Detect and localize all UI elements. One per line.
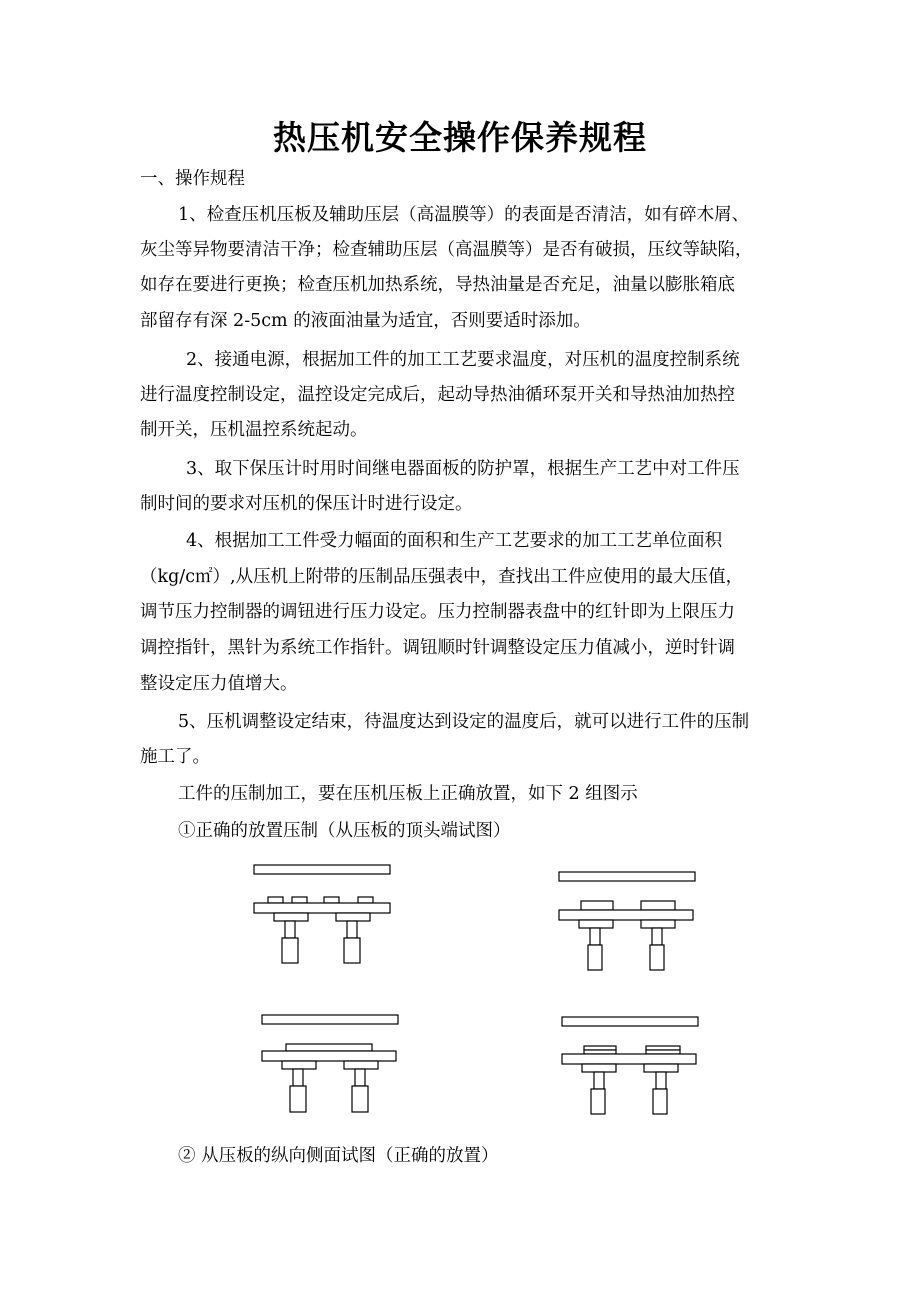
press-diagram-1 [240,858,410,970]
para4-line-3: 调节压力控制器的调钮进行压力设定。压力控制器表盘中的红针即为上限压力 [140,602,735,622]
para1-line-2: 灰尘等异物要清洁干净；检查辅助压层（高温膜等）是否有破损，压纹等缺陷， [140,240,753,260]
page-title: 热压机安全操作保养规程 [273,118,647,157]
para5-line-1: 5、压机调整设定结束，待温度达到设定的温度后，就可以进行工件的压制 [178,712,750,732]
para4-line-2: （kg/c㎡）,从压机上附带的压制品压强表中，查找出工件应使用的最大压值， [140,567,744,587]
para4-line-4: 调控指针，黑针为系统工作指针。调钮顺时针调整设定压力值减小，逆时针调 [140,638,735,658]
para3-line-2: 制时间的要求对压机的保压计时进行设定。 [140,494,473,514]
para1-line-4: 部留存有深 2-5cm 的液面油量为适宜，否则要适时添加。 [140,311,591,331]
press-diagram-4 [548,1010,718,1116]
figure-caption-1: ①正确的放置压制（从压板的顶头端试图） [178,821,511,841]
figure-caption-2: ② 从压板的纵向侧面试图（正确的放置） [178,1146,499,1166]
para2-line-2: 进行温度控制设定，温控设定完成后，起动导热油循环泵开关和导热油加热控 [140,385,735,405]
para1-line-3: 如存在要进行更换；检查压机加热系统，导热油量是否充足，油量以膨胀箱底 [140,275,735,295]
section-heading: 一、操作规程 [140,169,245,189]
para1-line-1: 1、检查压机压板及辅助压层（高温膜等）的表面是否清洁，如有碎木屑、 [178,205,750,225]
para4-line-5: 整设定压力值增大。 [140,674,298,694]
para2-line-1: 2、接通电源，根据加工件的加工工艺要求温度，对压机的温度控制系统 [186,350,740,370]
para5-line-2: 施工了。 [140,747,210,767]
placement-intro: 工件的压制加工，要在压机压板上正确放置，如下 2 组图示 [178,784,638,804]
para4-line-1: 4、根据加工工件受力幅面的面积和生产工艺要求的加工工艺单位面积 [186,531,723,551]
press-diagram-2 [545,866,715,972]
para2-line-3: 制开关，压机温控系统起动。 [140,420,368,440]
para3-line-1: 3、取下保压计时用时间继电器面板的防护罩，根据生产工艺中对工件压 [186,459,740,479]
press-diagram-3 [248,1008,418,1114]
